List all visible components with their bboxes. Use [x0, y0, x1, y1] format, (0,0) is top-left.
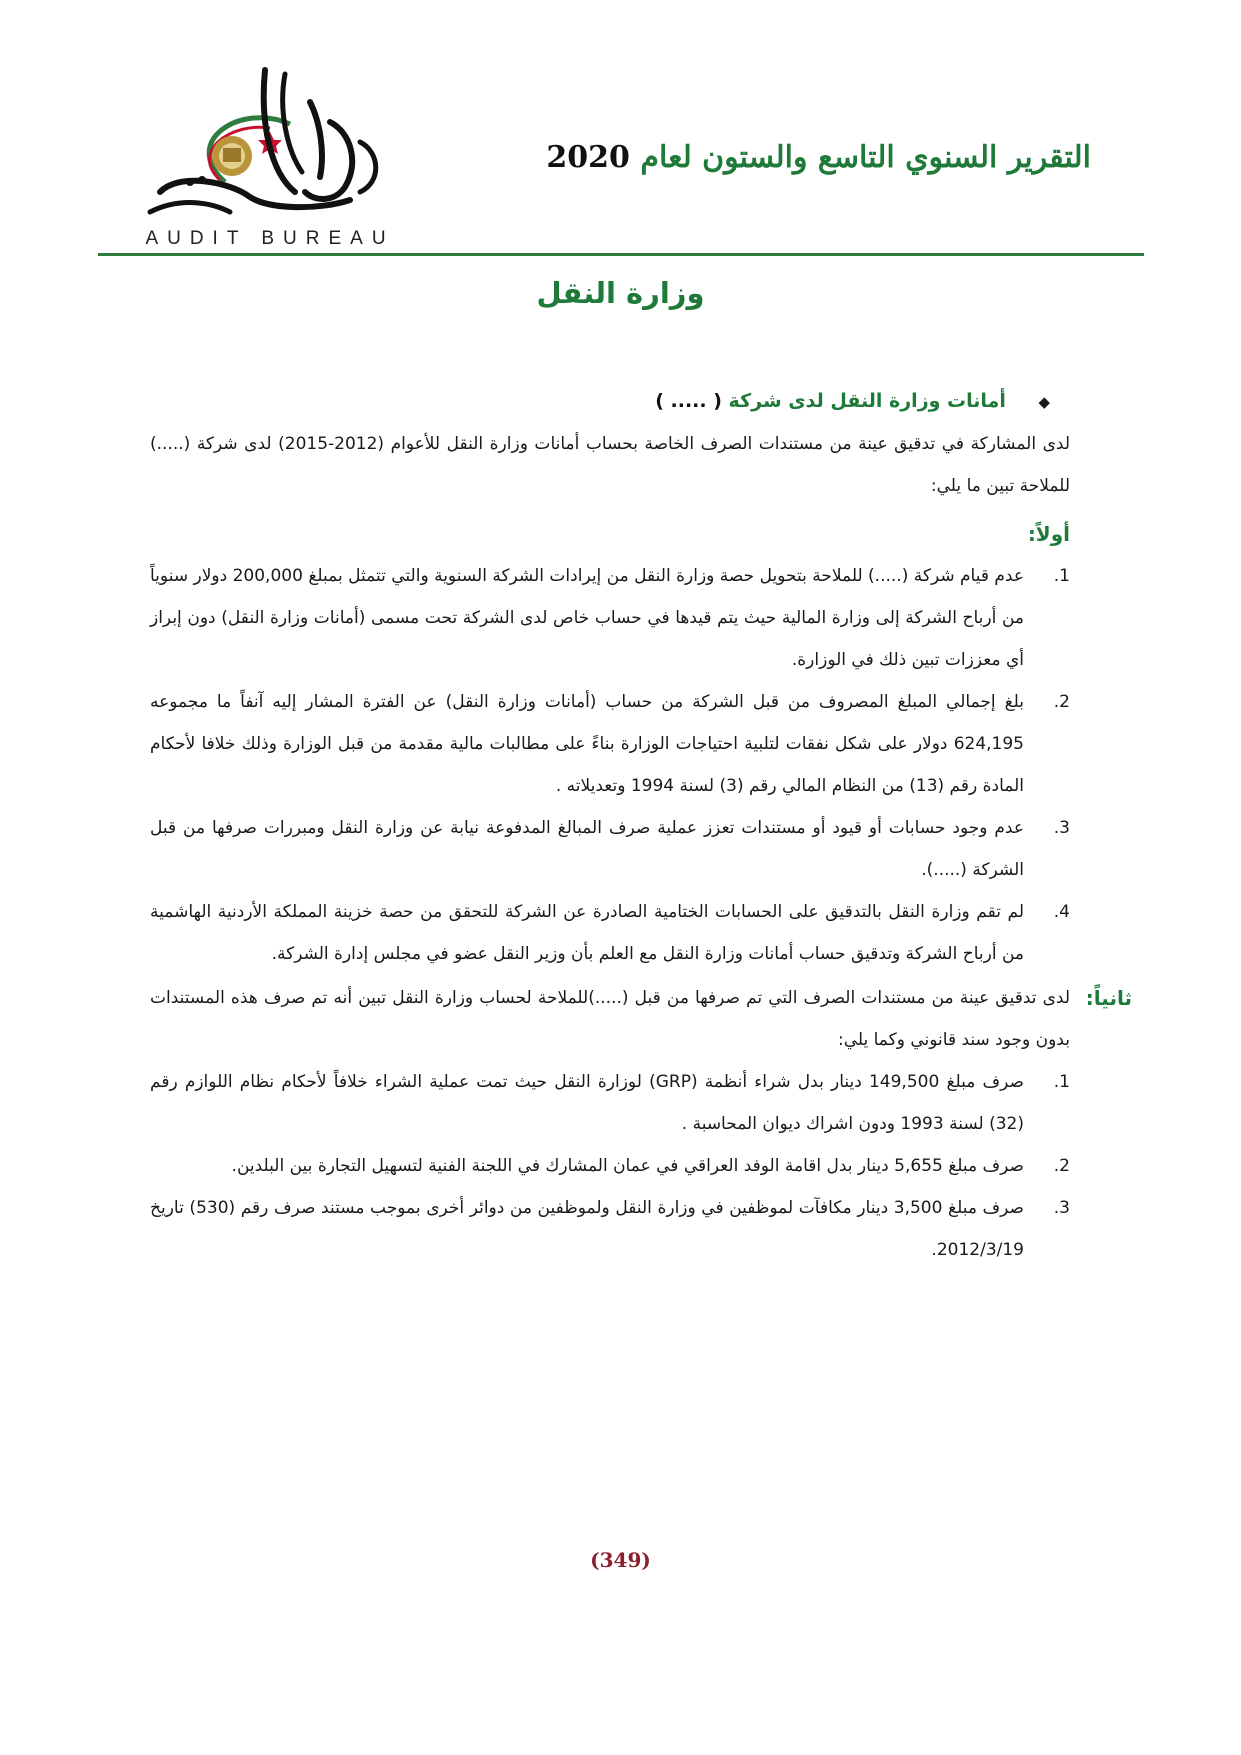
calligraphy-emblem-icon: [120, 62, 420, 222]
report-title: [546, 140, 1091, 175]
part1-label: أولاً:: [1027, 522, 1070, 546]
item-number: 1.: [1053, 1072, 1070, 1092]
item-number: 3.: [1053, 1198, 1070, 1218]
item-text: صرف مبلغ 149,500 دينار بدل شراء أنظمة (GRP) لوزارة النقل حيث تمت عملية الشراء خلافاً لأحكام نظام اللوازم رقم (32) لسنة 1993 ودون اشراك ديوان المحاسبة .: [150, 1072, 1024, 1134]
list-item: [150, 807, 1070, 891]
section-heading-text: أمانات وزارة النقل لدى شركة: [728, 390, 1006, 412]
section-heading-suffix: ( ..... ): [655, 390, 722, 412]
header-divider: [98, 253, 1144, 256]
item-text: بلغ إجمالي المبلغ المصروف من قبل الشركة من حساب (أمانات وزارة النقل) عن الفترة المشار إليه آنفاً ما مجموعه 624,195 دولار على شكل نفقات لتلبية احتياجات الوزارة بناءً على مطالبات مالية مقدمة من قبل الوزارة وذلك خلافا لأحكام المادة رقم (13) من النظام المالي رقم (3) لسنة 1994 وتعديلاته .: [150, 692, 1024, 796]
list-item: [150, 681, 1070, 807]
part2-intro: [150, 977, 1132, 1061]
main-content: [150, 380, 1132, 1271]
list-item: [150, 1187, 1070, 1271]
diamond-bullet-icon: ◆: [1038, 393, 1050, 411]
list-item: [150, 891, 1070, 975]
item-number: 4.: [1053, 902, 1070, 922]
item-number: 2.: [1053, 1156, 1070, 1176]
audit-bureau-logo: [120, 62, 420, 250]
report-year: 2020: [546, 140, 630, 175]
logo-caption: AUDIT BUREAU: [145, 228, 395, 249]
part2-intro-text: لدى تدقيق عينة من مستندات الصرف التي تم صرفها من قبل (.....)للملاحة لحساب وزارة النقل تبين أنه تم صرف هذه المستندات بدون وجود سند قانوني وكما يلي:: [150, 988, 1070, 1050]
item-number: 1.: [1053, 566, 1070, 586]
item-text: صرف مبلغ 5,655 دينار بدل اقامة الوفد العراقي في عمان المشارك في اللجنة الفنية لتسهيل التجارة بين البلدين.: [231, 1156, 1024, 1176]
section-heading: [150, 380, 1050, 423]
report-title-text: التقرير السنوي التاسع والستون لعام: [640, 140, 1091, 175]
item-text: لم تقم وزارة النقل بالتدقيق على الحسابات الختامية الصادرة عن الشركة للتحقق من حصة خزينة المملكة الأردنية الهاشمية من أرباح الشركة وتدقيق حساب أمانات وزارة النقل مع العلم بأن وزير النقل عضو في مجلس إدارة الشركة.: [150, 902, 1024, 964]
list-item: [150, 1061, 1070, 1145]
list-item: [150, 555, 1070, 681]
item-text: صرف مبلغ 3,500 دينار مكافآت لموظفين في وزارة النقل ولموظفين من دوائر أخرى بموجب مستند صرف رقم (530) تاريخ 2012/3/19.: [150, 1198, 1024, 1260]
page-title: وزارة النقل: [536, 276, 705, 310]
item-text: عدم قيام شركة (.....) للملاحة بتحويل حصة وزارة النقل من إيرادات الشركة السنوية والتي تتمثل بمبلغ 200,000 دولار سنوياً من أرباح الشركة إلى وزارة المالية حيث يتم قيدها في حساب خاص لدى الشركة تحت مسمى (أمانات وزارة النقل) دون إبراز أي معززات تبين ذلك في الوزارة.: [150, 566, 1024, 670]
list-item: [150, 1145, 1070, 1187]
page-number: (349): [590, 1548, 651, 1572]
item-number: 3.: [1053, 818, 1070, 838]
part2-label: ثانياً:: [1085, 986, 1132, 1010]
item-text: عدم وجود حسابات أو قيود أو مستندات تعزز عملية صرف المبالغ المدفوعة نيابة عن وزارة النقل ومبررات صرفها من قبل الشركة (.....).: [150, 818, 1024, 880]
page-header: [0, 0, 1241, 260]
item-number: 2.: [1053, 692, 1070, 712]
section-intro: لدى المشاركة في تدقيق عينة من مستندات الصرف الخاصة بحساب أمانات وزارة النقل للأعوام (2012-2015) لدى شركة (.....) للملاحة تبين ما يلي:: [150, 434, 1070, 496]
